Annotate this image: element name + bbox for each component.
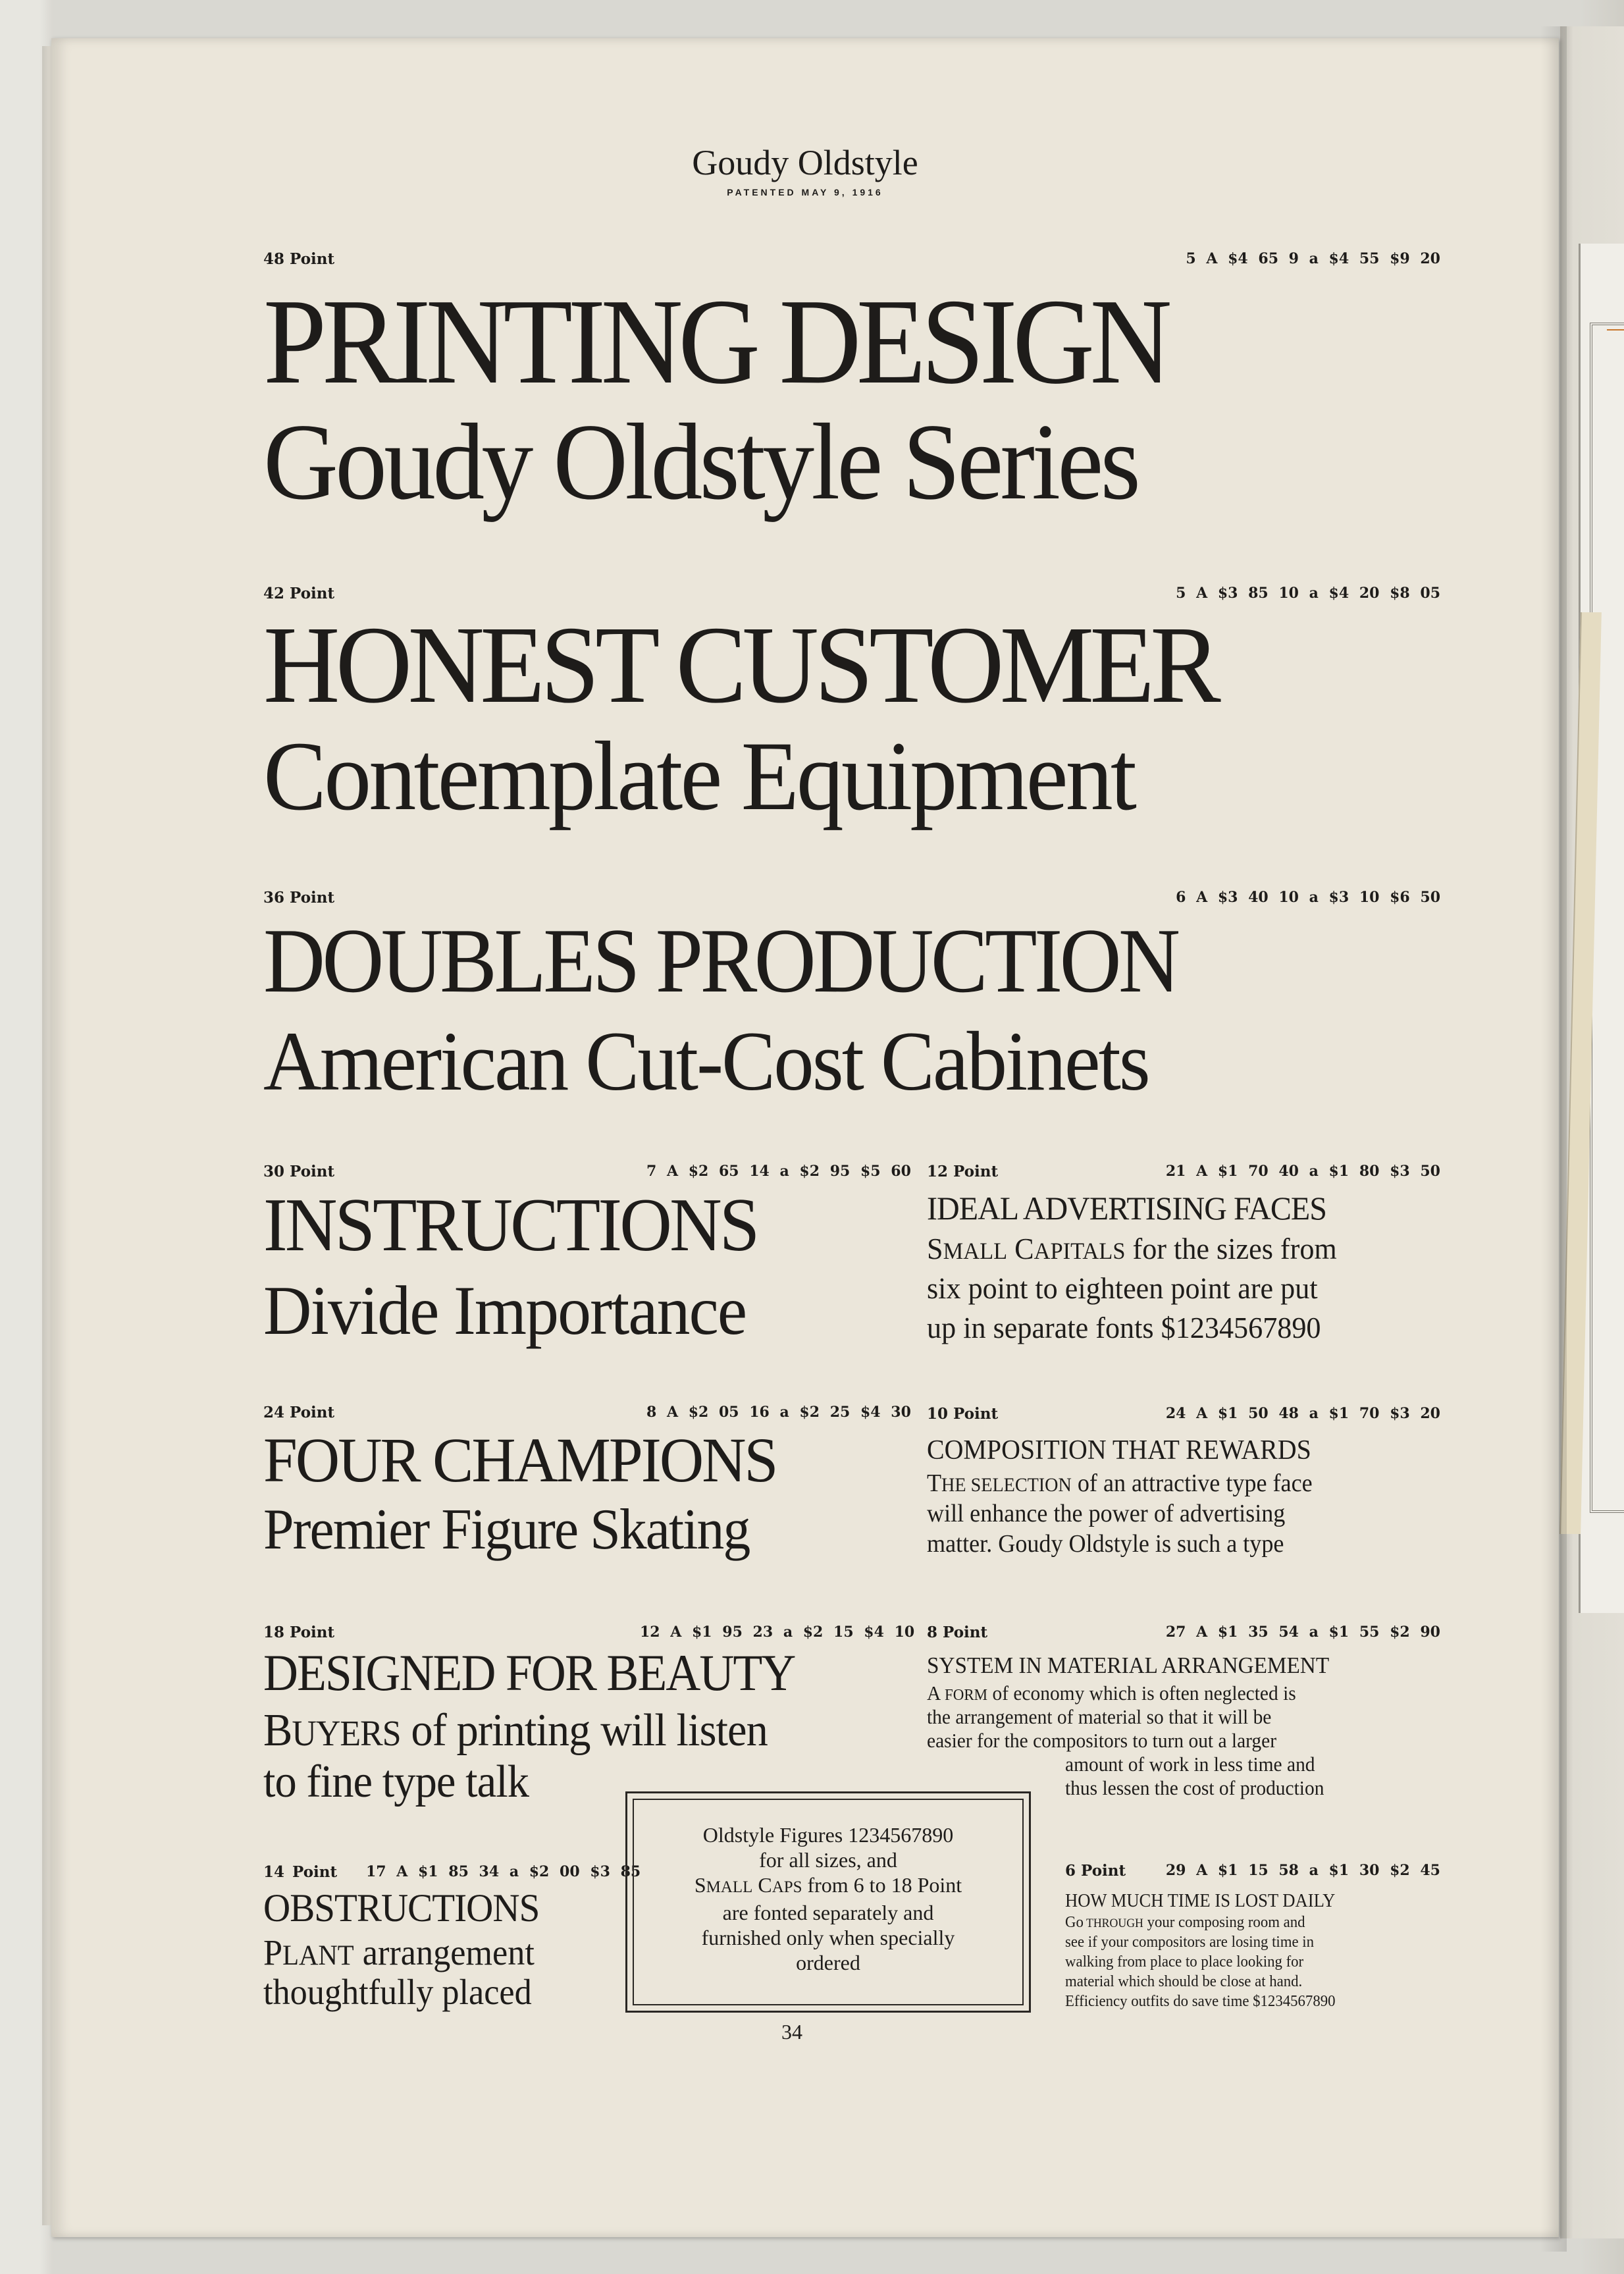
small-caps-word: LANT — [282, 1940, 354, 1971]
price-label-18: 12 A $1 95 23 a $2 15 $4 10 — [640, 1624, 915, 1641]
small-caps-word: APITALS — [1034, 1238, 1126, 1264]
specimen-6-line2-rest: your composing room and — [1143, 1914, 1305, 1931]
specimen-8-line4: easier for the compositors to turn out a larger — [927, 1729, 1277, 1752]
page-number: 34 — [781, 2020, 802, 2044]
specimen-8-line2 — [927, 1683, 1296, 1703]
specimen-8-line3: the arrangement of material so that it will be — [927, 1705, 1272, 1728]
small-caps-initial: T — [927, 1469, 942, 1497]
size-label-42: 42 Point — [263, 585, 335, 602]
small-caps-word: MALL — [706, 1878, 753, 1896]
small-caps-word: HE SELECTION — [941, 1475, 1072, 1496]
note-line-3-rest: from 6 to 18 Point — [802, 1873, 962, 1897]
small-caps-word: THROUGH — [1083, 1917, 1143, 1930]
specimen-30-line2: Divide Importance — [263, 1272, 747, 1349]
small-caps-initial: P — [263, 1932, 283, 1972]
specimen-10-line3: will enhance the power of advertising — [927, 1500, 1286, 1527]
specimen-6-line1: HOW MUCH TIME IS LOST DAILY — [1065, 1891, 1336, 1911]
small-caps-initial: A — [927, 1681, 941, 1705]
specimen-12-line1: IDEAL ADVERTISING FACES — [927, 1190, 1327, 1227]
small-caps-word: APS — [772, 1878, 802, 1896]
specimen-14-line2 — [263, 1934, 535, 1970]
small-caps-initial: S — [927, 1232, 943, 1265]
price-label-6: 29 A $1 15 58 a $1 30 $2 45 — [1165, 1862, 1440, 1879]
specimen-6-line6: Efficiency outfits do save time $1234567890 — [1065, 1993, 1336, 2010]
specimen-14-line2-rest: arrangement — [354, 1932, 535, 1972]
small-caps-initial: S — [694, 1873, 706, 1897]
specimen-12-line2 — [927, 1234, 1337, 1264]
note-line-5: furnished only when specially — [701, 1926, 955, 1949]
specimen-12-line2-rest: for the sizes from — [1125, 1232, 1337, 1265]
insert-border — [1590, 323, 1624, 1513]
specimen-page — [51, 38, 1559, 2237]
specimen-8-line5: amount of work in less time and — [1065, 1753, 1315, 1776]
price-label-10: 24 A $1 50 48 a $1 70 $3 20 — [1165, 1405, 1440, 1422]
price-label-14: 17 A $1 85 34 a $2 00 $3 85 — [366, 1863, 641, 1880]
specimen-18-line2-rest: of printing will listen — [400, 1705, 768, 1756]
specimen-14-line1: OBSTRUCTIONS — [263, 1886, 540, 1930]
specimen-42-line1: HONEST CUSTOMER — [263, 604, 1217, 726]
small-caps-word: UYERS — [292, 1713, 401, 1753]
size-label-36: 36 Point — [263, 889, 335, 907]
page-title: Goudy Oldstyle — [692, 143, 918, 182]
price-label-48: 5 A $4 65 9 a $4 55 $9 20 — [1186, 250, 1440, 267]
size-label-30: 30 Point — [263, 1163, 335, 1180]
specimen-36-line2: American Cut-Cost Cabinets — [263, 1015, 1149, 1108]
specimen-18-line1: DESIGNED FOR BEAUTY — [263, 1644, 795, 1701]
gutter-shadow — [1540, 26, 1567, 2252]
note-line-1: Oldstyle Figures 1234567890 — [702, 1823, 954, 1847]
price-label-42: 5 A $3 85 10 a $4 20 $8 05 — [1176, 585, 1440, 602]
small-caps-initial: B — [263, 1705, 292, 1756]
specimen-24-line2: Premier Figure Skating — [263, 1498, 750, 1562]
specimen-18-line3: to fine type talk — [263, 1757, 529, 1807]
specimen-6-line3: see if your compositors are losing time in — [1065, 1934, 1315, 1951]
specimen-10-line2-rest: of an attractive type face — [1071, 1469, 1313, 1497]
specimen-6-line5: material which should be close at hand. — [1065, 1973, 1303, 1990]
small-caps-word: FORM — [941, 1686, 988, 1704]
specimen-18-line2 — [263, 1705, 768, 1756]
size-label-6: 6 Point — [1065, 1862, 1126, 1880]
size-label-8: 8 Point — [927, 1624, 988, 1641]
specimen-12-line3: six point to eighteen point are put — [927, 1271, 1318, 1305]
specimen-30-line1: INSTRUCTIONS — [263, 1183, 758, 1267]
small-caps-initial: C — [1007, 1232, 1034, 1265]
specimen-10-line2 — [927, 1471, 1313, 1496]
note-line-6: ordered — [796, 1951, 860, 1974]
note-line-2: for all sizes, and — [759, 1848, 897, 1872]
specimen-48-line2: Goudy Oldstyle Series — [263, 401, 1138, 522]
specimen-24-line1: FOUR CHAMPIONS — [263, 1425, 777, 1495]
price-label-24: 8 A $2 05 16 a $2 25 $4 30 — [646, 1404, 911, 1421]
specimen-48-line1: PRINTING DESIGN — [263, 274, 1168, 410]
specimen-12-line4: up in separate fonts $1234567890 — [927, 1311, 1321, 1344]
price-label-12: 21 A $1 70 40 a $1 80 $3 50 — [1165, 1163, 1440, 1180]
size-label-18: 18 Point — [263, 1624, 335, 1641]
price-label-8: 27 A $1 35 54 a $1 55 $2 90 — [1165, 1624, 1440, 1641]
insert-accent-rule — [1607, 329, 1624, 331]
specimen-6-line4: walking from place to place looking for — [1065, 1953, 1304, 1970]
small-caps-word: MALL — [943, 1238, 1008, 1264]
note-line-3 — [627, 1872, 1029, 1900]
specimen-8-line2-rest: of economy which is often neglected is — [987, 1681, 1296, 1705]
specimen-36-line1: DOUBLES PRODUCTION — [263, 910, 1178, 1012]
size-label-48: 48 Point — [263, 250, 335, 268]
note-line-4: are fonted separately and — [722, 1901, 934, 1924]
price-label-36: 6 A $3 40 10 a $3 10 $6 50 — [1176, 889, 1440, 906]
size-label-24: 24 Point — [263, 1404, 335, 1421]
specimen-8-line6: thus lessen the cost of production — [1065, 1776, 1324, 1799]
specimen-8-line1: SYSTEM IN MATERIAL ARRANGEMENT — [927, 1653, 1330, 1678]
specimen-14-line3: thoughtfully placed — [263, 1972, 532, 2012]
patent-notice: PATENTED MAY 9, 1916 — [727, 187, 883, 198]
specimen-10-line1: COMPOSITION THAT REWARDS — [927, 1435, 1311, 1466]
small-caps-initial: G — [1065, 1914, 1076, 1931]
specimen-6-line2 — [1065, 1915, 1305, 1930]
lowercase-letter: o — [1076, 1914, 1084, 1931]
small-caps-initial: C — [752, 1873, 772, 1897]
specimen-10-line4: matter. Goudy Oldstyle is such a type — [927, 1530, 1284, 1558]
note-box-text — [627, 1822, 1029, 1975]
note-box — [625, 1791, 1031, 2013]
size-label-10: 10 Point — [927, 1405, 999, 1423]
size-label-12: 12 Point — [927, 1163, 999, 1180]
specimen-42-line2: Contemplate Equipment — [263, 722, 1135, 831]
size-label-14: 14 Point — [263, 1863, 338, 1881]
price-label-30: 7 A $2 65 14 a $2 95 $5 60 — [646, 1163, 911, 1180]
